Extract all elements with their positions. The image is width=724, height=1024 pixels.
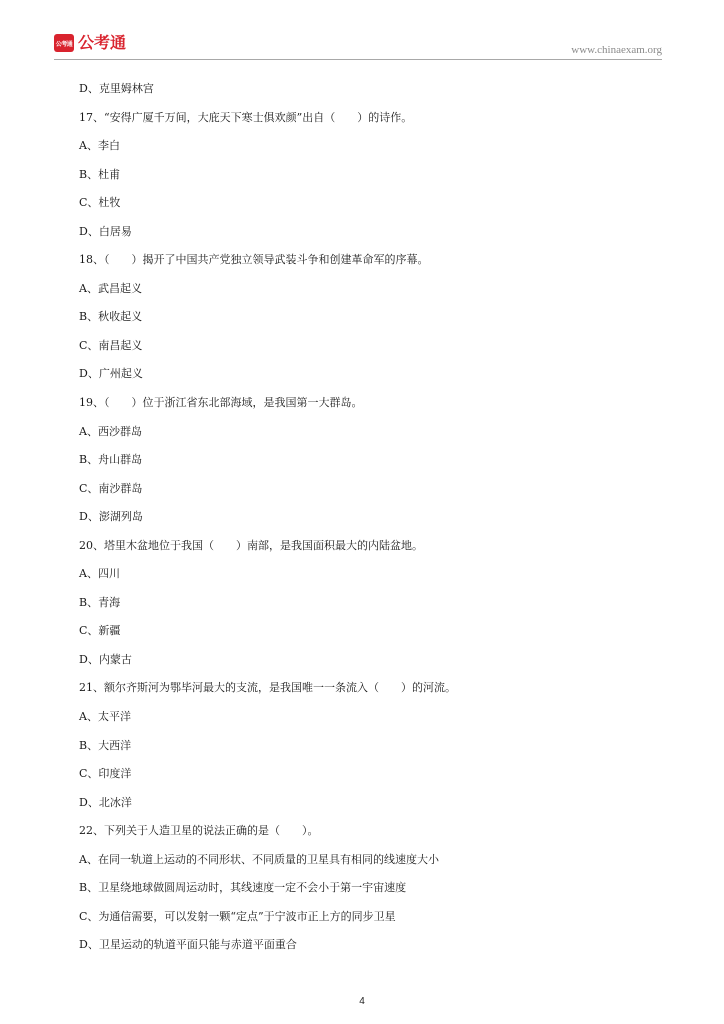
option-line: C、南沙群岛 xyxy=(79,481,143,495)
question-line: 21、额尔齐斯河为鄂毕河最大的支流，是我国唯一一条流入（ ）的河流。 xyxy=(79,681,456,695)
option-line: D、克里姆林宫 xyxy=(79,82,154,95)
option-line: C、印度洋 xyxy=(79,767,132,781)
option-line: D、卫星运动的轨道平面只能与赤道平面重合 xyxy=(79,938,297,952)
logo-badge-icon: 公考通 xyxy=(54,34,74,52)
option-line: A、武昌起义 xyxy=(79,281,142,295)
header-divider xyxy=(54,59,662,60)
option-line: C、南昌起义 xyxy=(79,338,143,352)
option-line: A、李白 xyxy=(79,139,120,153)
option-line: D、北冰洋 xyxy=(79,795,132,809)
option-line: A、在同一轨道上运动的不同形状、不同质量的卫星具有相同的线速度大小 xyxy=(79,852,439,866)
site-url: www.chinaexam.org xyxy=(571,44,662,56)
option-line: A、西沙群岛 xyxy=(79,424,142,438)
option-line: D、广州起义 xyxy=(79,367,143,381)
page-number: 4 xyxy=(359,996,365,1007)
option-line: B、秋收起义 xyxy=(79,310,143,324)
option-line: A、四川 xyxy=(79,567,120,581)
option-line: B、青海 xyxy=(79,595,121,609)
question-line: 18、（ ）揭开了中国共产党独立领导武装斗争和创建革命军的序幕。 xyxy=(79,253,429,267)
question-line: 22、下列关于人造卫星的说法正确的是（ ）。 xyxy=(79,824,319,838)
option-line: D、澎湖列岛 xyxy=(79,510,143,524)
option-line: B、卫星绕地球做圆周运动时，其线速度一定不会小于第一宇宙速度 xyxy=(79,881,407,895)
option-line: C、为通信需要，可以发射一颗“定点”于宁波市正上方的同步卫星 xyxy=(79,909,396,923)
option-line: B、舟山群岛 xyxy=(79,453,143,467)
option-line: A、太平洋 xyxy=(79,710,131,724)
option-line: C、杜牧 xyxy=(79,196,121,210)
option-line: B、杜甫 xyxy=(79,167,121,181)
option-line: D、白居易 xyxy=(79,224,132,238)
logo xyxy=(54,34,126,52)
option-line: B、大西洋 xyxy=(79,738,132,752)
question-line: 17、“安得广厦千万间，大庇天下寒士俱欢颜”出自（ ）的诗作。 xyxy=(79,110,413,124)
question-line: 20、塔里木盆地位于我国（ ）南部，是我国面积最大的内陆盆地。 xyxy=(79,538,423,552)
option-line: D、内蒙古 xyxy=(79,652,132,666)
page-header xyxy=(0,0,724,64)
option-line: C、新疆 xyxy=(79,624,121,638)
question-line: 19、（ ）位于浙江省东北部海域，是我国第一大群岛。 xyxy=(79,396,363,410)
document-body xyxy=(79,80,659,965)
logo-text: 公考通 xyxy=(78,33,127,52)
